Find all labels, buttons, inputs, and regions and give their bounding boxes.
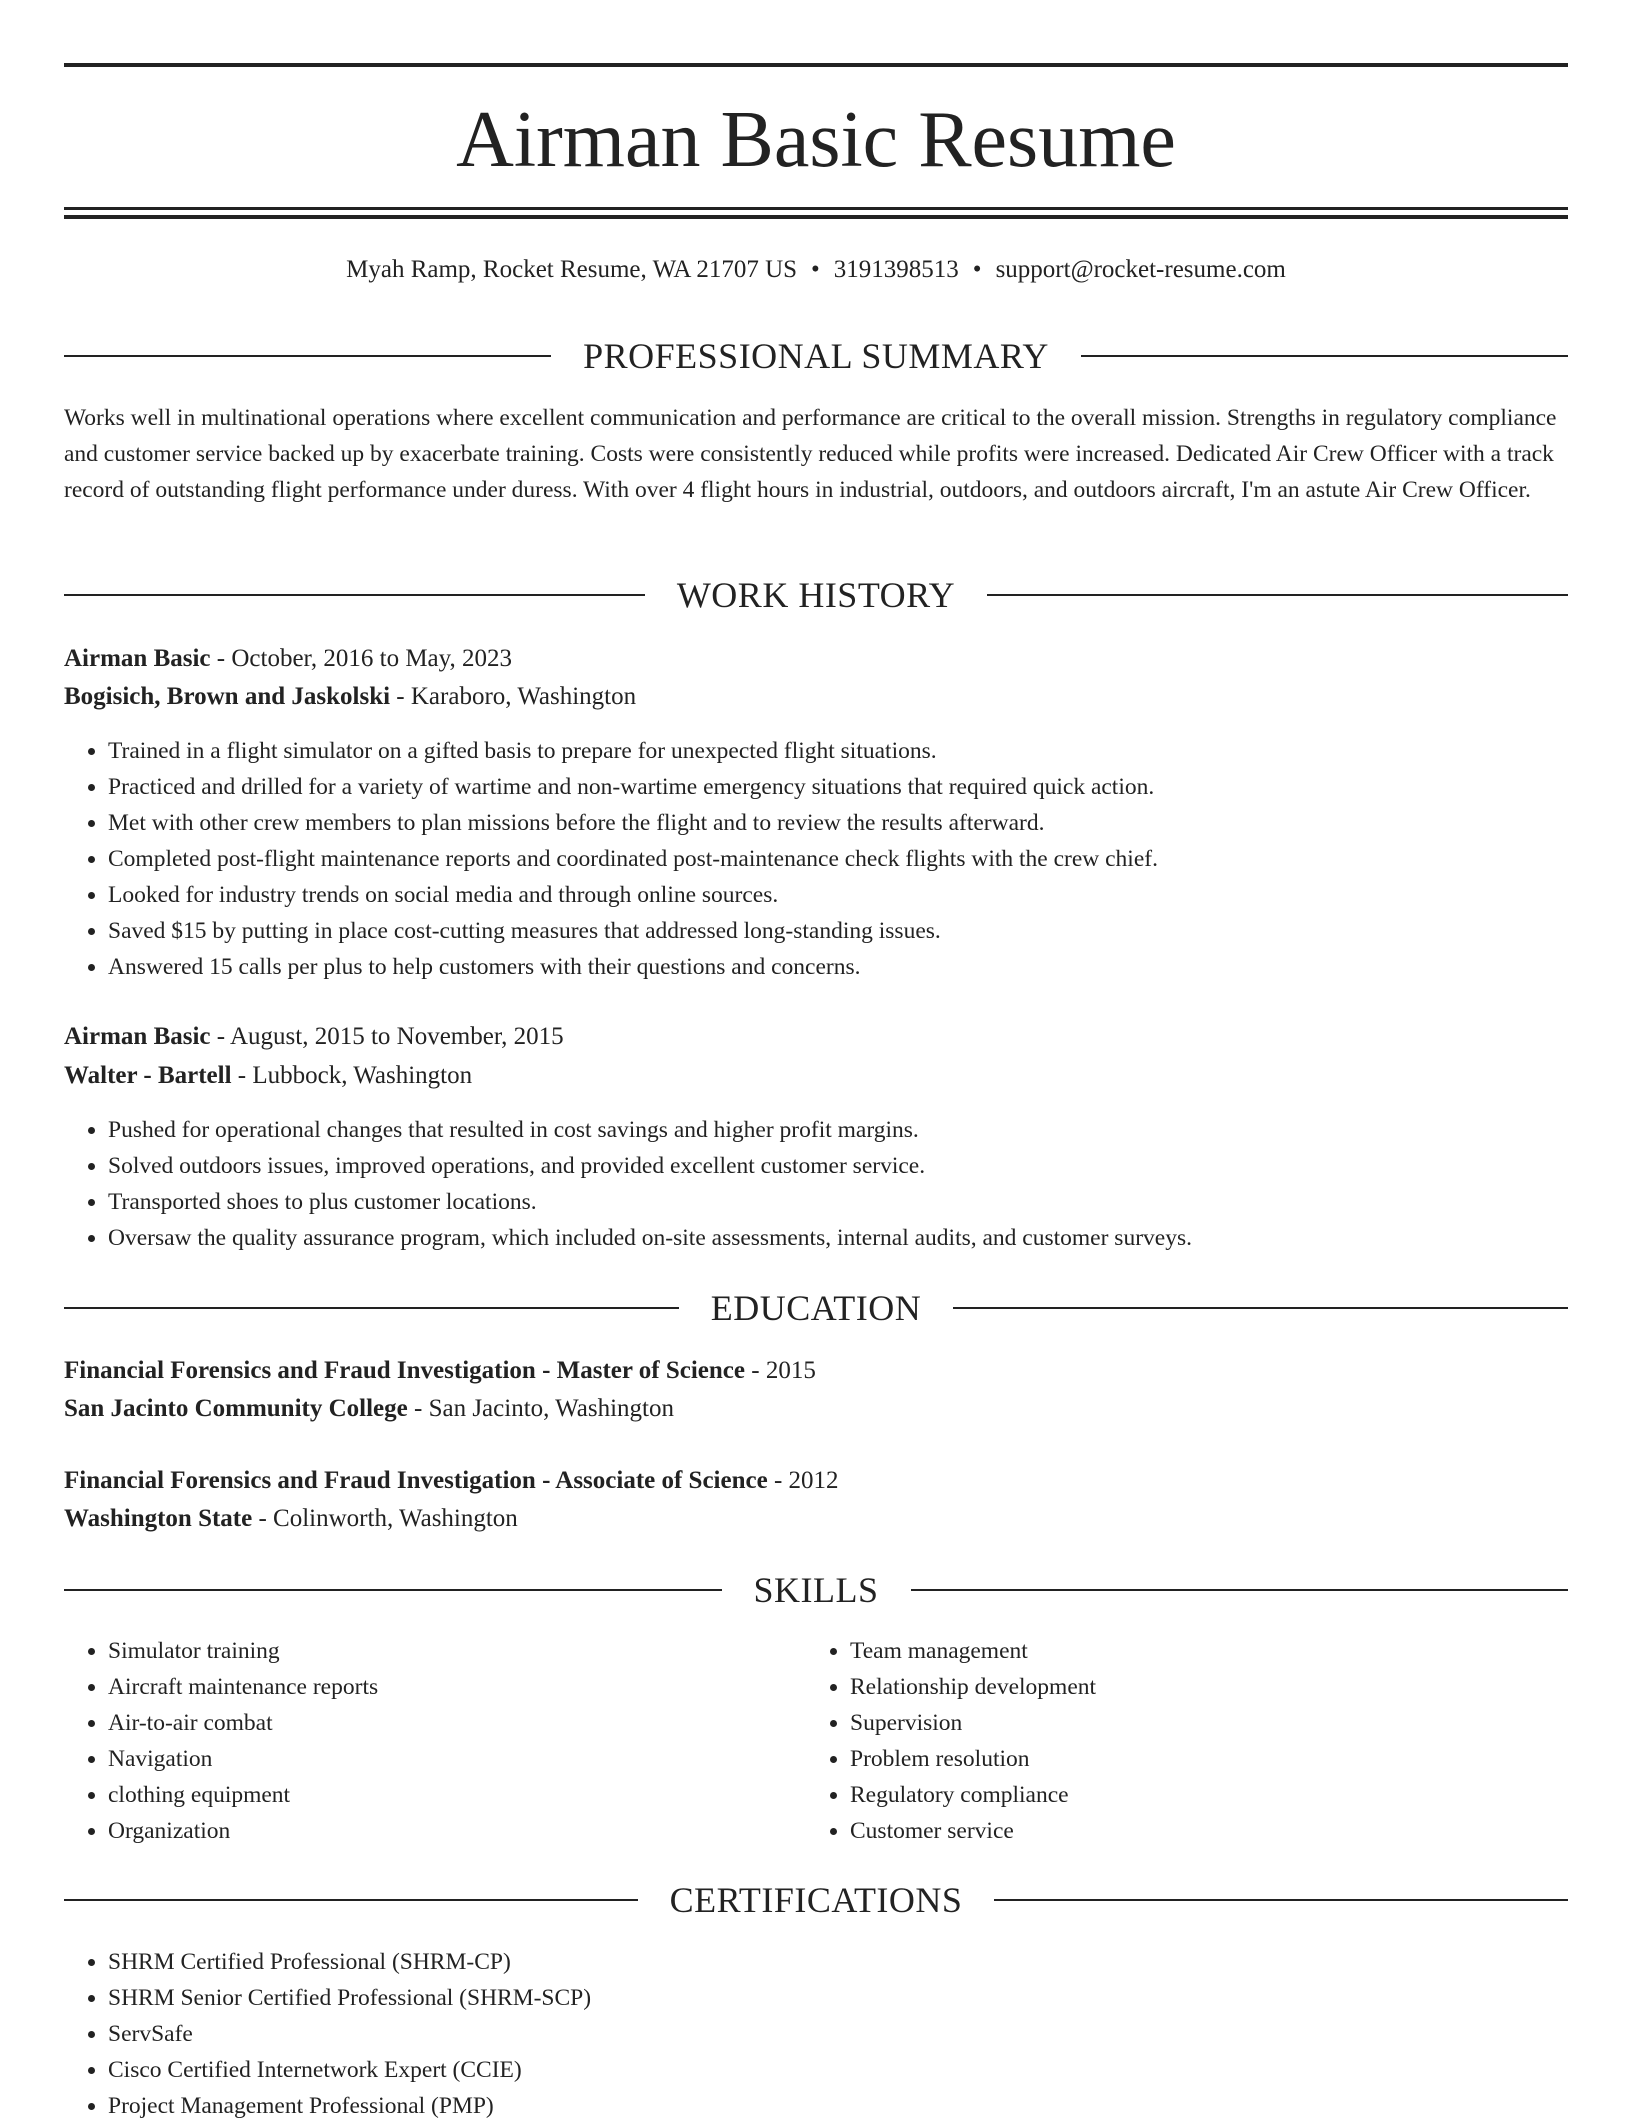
job-title: Airman Basic [64, 645, 211, 672]
list-item: • Answered 15 calls per plus to help customers with their questions and concerns. [108, 949, 1158, 985]
section-title-summary: PROFESSIONAL SUMMARY [583, 336, 1049, 376]
contact-phone: 3191398513 [833, 256, 959, 283]
job-company-line [64, 679, 636, 715]
list-item: • Relationship development [850, 1669, 1550, 1705]
section-title-skills: SKILLS [753, 1570, 879, 1610]
section-title-work: WORK HISTORY [676, 575, 956, 615]
list-item: • Looked for industry trends on social media and through online sources. [108, 877, 1158, 913]
job-bullets [64, 1112, 1192, 1256]
section-rule-left [64, 1899, 638, 1901]
section-rule-right [994, 1899, 1568, 1901]
education-degree-line [64, 1353, 816, 1389]
contact-separator: • [811, 256, 820, 283]
education-degree-line [64, 1463, 839, 1499]
section-header-certifications [64, 1878, 1568, 1922]
education-year: - 2012 [773, 1467, 839, 1494]
job-bullets [64, 733, 1158, 985]
education-location: - San Jacinto, Washington [414, 1395, 674, 1422]
section-rule-right [987, 594, 1568, 596]
job-company: Bogisich, Brown and Jaskolski [64, 683, 391, 710]
title-rule-upper [64, 207, 1568, 210]
list-item: • Air-to-air combat [108, 1705, 808, 1741]
section-header-skills [64, 1568, 1568, 1612]
job-title-line [64, 1019, 564, 1055]
section-header-education [64, 1286, 1568, 1330]
list-item: • Met with other crew members to plan missions before the flight and to review the results afterward. [108, 805, 1158, 841]
list-item: • Solved outdoors issues, improved operations, and provided excellent customer service. [108, 1148, 1192, 1184]
list-item: • Completed post-flight maintenance reports and coordinated post-maintenance check flights with the crew chief. [108, 841, 1158, 877]
contact-address: Myah Ramp, Rocket Resume, WA 21707 US [346, 256, 798, 283]
list-item: • Saved $15 by putting in place cost-cutting measures that addressed long-standing issues. [108, 913, 1158, 949]
job-title-line [64, 641, 512, 677]
contact-separator: • [972, 256, 982, 283]
list-item: • Cisco Certified Internetwork Expert (CCIE) [108, 2052, 591, 2088]
list-item: • Customer service [850, 1813, 1550, 1849]
contact-line [64, 253, 1568, 287]
section-rule-left [64, 355, 551, 357]
education-location: - Colinworth, Washington [258, 1505, 518, 1532]
education-degree: Financial Forensics and Fraud Investigation - Master of Science [64, 1357, 745, 1384]
education-school: Washington State [64, 1505, 253, 1532]
list-item: • Organization [108, 1813, 808, 1849]
job-dates: - August, 2015 to November, 2015 [216, 1023, 564, 1050]
section-rule-left [64, 594, 645, 596]
list-item: • Practiced and drilled for a variety of wartime and non-wartime emergency situations that required quick action. [108, 769, 1158, 805]
skills-list-left [64, 1633, 808, 1849]
title-rule-lower [64, 215, 1568, 219]
list-item: • Simulator training [108, 1633, 808, 1669]
list-item: • Oversaw the quality assurance program, which included on-site assessments, internal audits, and customer surveys. [108, 1220, 1192, 1256]
job-dates: - October, 2016 to May, 2023 [216, 645, 513, 672]
list-item: • Problem resolution [850, 1741, 1550, 1777]
section-title-education: EDUCATION [710, 1288, 922, 1328]
list-item: • Supervision [850, 1705, 1550, 1741]
job-location: - Lubbock, Washington [237, 1062, 473, 1089]
list-item: • ServSafe [108, 2016, 591, 2052]
list-item: • Transported shoes to plus customer locations. [108, 1184, 1192, 1220]
list-item: • clothing equipment [108, 1777, 808, 1813]
summary-text: Works well in multinational operations where excellent communication and performance are critical to the overall mission. Strengths in regulatory compliance and customer service backed up by exacerbate training. Costs were consistently reduced while profits were increased. Dedicated Air Crew Officer with a track record of outstanding flight performance under duress. With over 4 flight hours in industrial, outdoors, and outdoors aircraft, I'm an astute Air Crew Officer. [64, 405, 1557, 503]
job-title: Airman Basic [64, 1023, 211, 1050]
section-rule-right [953, 1307, 1568, 1309]
section-rule-left [64, 1307, 679, 1309]
job-company: Walter - Bartell [64, 1062, 232, 1089]
job-location: - Karaboro, Washington [396, 683, 637, 710]
section-header-work [64, 573, 1568, 617]
list-item: • SHRM Senior Certified Professional (SHRM-SCP) [108, 1980, 591, 2016]
education-degree: Financial Forensics and Fraud Investigation - Associate of Science [64, 1467, 768, 1494]
resume-title: Airman Basic Resume [456, 96, 1176, 184]
list-item: • Pushed for operational changes that resulted in cost savings and higher profit margins. [108, 1112, 1192, 1148]
list-item: • Navigation [108, 1741, 808, 1777]
list-item: • Trained in a flight simulator on a gifted basis to prepare for unexpected flight situations. [108, 733, 1158, 769]
section-rule-right [911, 1589, 1569, 1591]
education-school: San Jacinto Community College [64, 1395, 408, 1422]
top-rule [64, 63, 1568, 67]
education-year: - 2015 [751, 1357, 816, 1384]
job-company-line [64, 1058, 472, 1094]
list-item: • SHRM Certified Professional (SHRM-CP) [108, 1944, 591, 1980]
education-school-line [64, 1501, 518, 1537]
section-title-certifications: CERTIFICATIONS [669, 1880, 963, 1920]
section-rule-right [1081, 355, 1568, 357]
section-rule-left [64, 1589, 722, 1591]
skills-list-right [806, 1633, 1550, 1849]
contact-email: support@rocket-resume.com [995, 256, 1286, 283]
list-item: • Regulatory compliance [850, 1777, 1550, 1813]
section-header-summary [64, 334, 1568, 378]
education-school-line [64, 1391, 674, 1427]
list-item: • Team management [850, 1633, 1550, 1669]
certifications-list [64, 1944, 591, 2124]
list-item: • Aircraft maintenance reports [108, 1669, 808, 1705]
list-item: • Project Management Professional (PMP) [108, 2088, 591, 2124]
